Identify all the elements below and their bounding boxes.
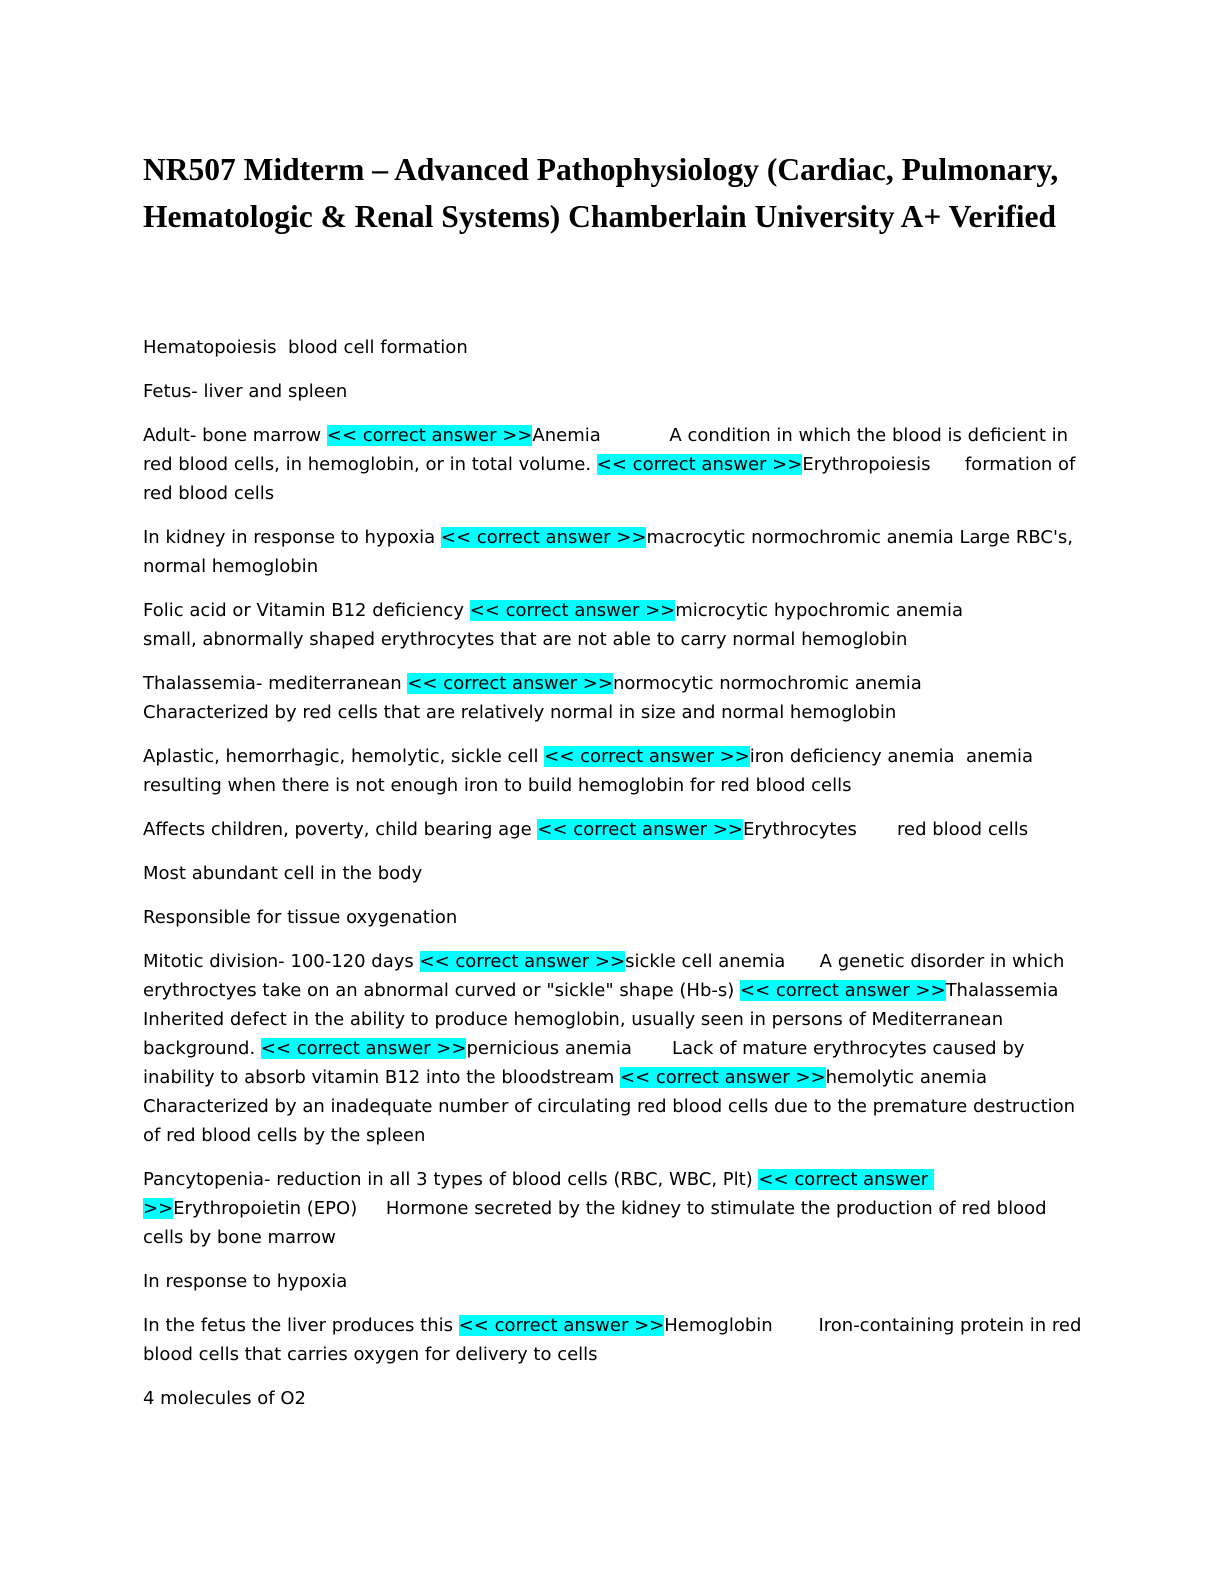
paragraph-text: 4 molecules of O2 [143,1388,306,1409]
paragraph-text: Thalassemia- mediterranean [143,673,408,694]
correct-answer-marker: << correct answer >> [407,673,613,694]
paragraph-text: Hematopoiesis blood cell formation [143,337,468,358]
document-body [143,333,1128,1428]
correct-answer-marker: << correct answer >> [544,746,750,767]
qa-paragraph [143,377,1083,406]
correct-answer-marker: << correct answer >> [143,1169,934,1219]
qa-paragraph [143,421,1083,508]
paragraph-text: Erythropoietin (EPO) Hormone secreted by the kidney to stimulate the production of red blood cells by bone marrow [143,1198,1053,1248]
qa-paragraph [143,859,1083,888]
qa-paragraph [143,815,1083,844]
paragraph-text: In kidney in response to hypoxia [143,527,441,548]
correct-answer-marker: << correct answer >> [326,425,533,446]
correct-answer-marker: << correct answer >> [740,980,946,1001]
paragraph-text: normocytic normochromic anemia Characterized by red cells that are relatively normal in size and normal hemoglobin [143,673,962,723]
correct-answer-marker: << correct answer >> [260,1038,467,1059]
correct-answer-marker: << correct answer >> [537,819,743,840]
paragraph-text: iron deficiency anemia anemia resulting when there is not enough iron to build hemoglobin for red blood cells [143,746,1039,796]
paragraph-text: Hemoglobin Iron-containing protein in red blood cells that carries oxygen for delivery to cells [143,1315,1088,1365]
paragraph-text: pernicious anemia Lack of mature erythrocytes caused by inability to absorb vitamin B12 into the bloodstream [143,1038,1031,1088]
correct-answer-marker: << correct answer >> [440,527,647,548]
qa-paragraph [143,1311,1088,1369]
paragraph-text: microcytic hypochromic anemia small, abnormally shaped erythrocytes that are not able to carry normal hemoglobin [143,600,1038,650]
paragraph-text: Pancytopenia- reduction in all 3 types of blood cells (RBC, WBC, Plt) [143,1169,759,1190]
qa-paragraph [143,903,1083,932]
paragraph-text: Erythrocytes red blood cells [742,819,1029,840]
paragraph-text: Folic acid or Vitamin B12 deficiency [143,600,470,621]
qa-paragraph [143,1165,1083,1252]
qa-paragraph [143,333,1083,362]
correct-answer-marker: << correct answer >> [419,951,626,972]
paragraph-text: macrocytic normochromic anemia Large RBC's, normal hemoglobin [143,527,1079,577]
qa-paragraph [143,742,1083,800]
document-title: NR507 Midterm – Advanced Pathophysiology (Cardiac, Pulmonary, Hematologic & Renal Systems) Chamberlain University A+ Verified [143,152,1059,234]
qa-paragraph [143,523,1083,581]
paragraph-text: sickle cell anemia A genetic disorder in which erythroctyes take on an abnormal curved or "sickle" shape (Hb-s) [143,951,1071,1001]
qa-paragraph [143,1267,1083,1296]
correct-answer-marker: << correct answer >> [620,1067,826,1088]
qa-paragraph [143,596,1083,654]
paragraph-text: Most abundant cell in the body [143,863,423,884]
correct-answer-marker: << correct answer >> [458,1315,665,1336]
paragraph-text: hemolytic anemia Characterized by an inadequate number of circulating red blood cells due to the premature destruction of red blood cells by the spleen [143,1067,1081,1146]
correct-answer-marker: << correct answer >> [596,454,803,475]
qa-paragraph [143,669,1083,727]
paragraph-text: In response to hypoxia [143,1271,348,1292]
paragraph-text: Adult- bone marrow [143,425,327,446]
paragraph-text: Mitotic division- 100-120 days [143,951,420,972]
paragraph-text: Erythropoiesis formation of red blood cells [143,454,1082,504]
qa-paragraph [143,947,1128,1150]
qa-paragraph [143,1384,1083,1413]
paragraph-text: Affects children, poverty, child bearing age [143,819,538,840]
paragraph-text: Anemia A condition in which the blood is deficient in red blood cells, in hemoglobin, or in total volume. [143,425,1074,475]
paragraph-text: Responsible for tissue oxygenation [143,907,458,928]
paragraph-text: In the fetus the liver produces this [143,1315,459,1336]
correct-answer-marker: << correct answer >> [469,600,676,621]
paragraph-text: Fetus- liver and spleen [143,381,348,402]
paragraph-text: Thalassemia Inherited defect in the ability to produce hemoglobin, usually seen in persons of Mediterranean background. [143,980,1128,1059]
paragraph-text: Aplastic, hemorrhagic, hemolytic, sickle cell [143,746,545,767]
